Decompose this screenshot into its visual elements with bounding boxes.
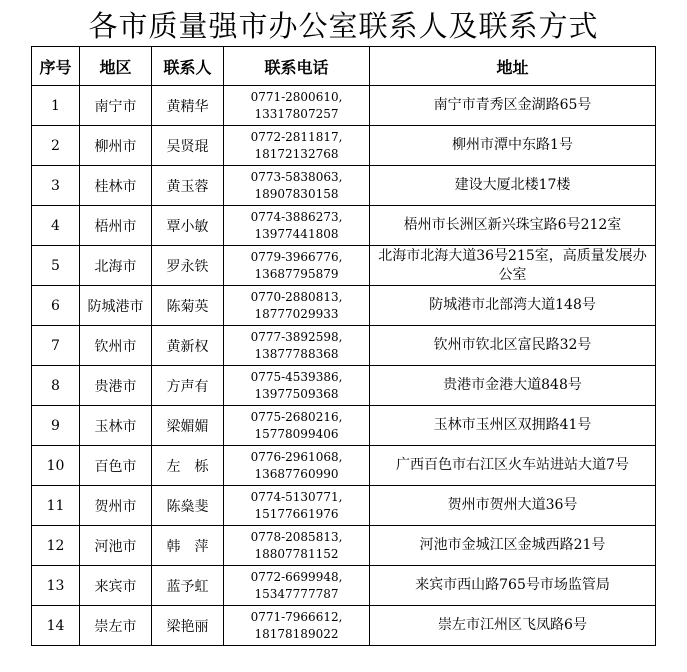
cell-phone	[224, 366, 370, 406]
header-no: 序号	[32, 47, 80, 86]
phone-landline: 0771-7966612,	[250, 609, 343, 624]
cell-no: 3	[32, 166, 80, 206]
phone-landline: 0775-2680216,	[250, 409, 343, 424]
cell-phone	[224, 126, 370, 166]
table-row	[32, 166, 656, 206]
table-row	[32, 326, 656, 366]
table-row	[32, 446, 656, 486]
cell-no: 6	[32, 286, 80, 326]
phone-mobile: 15347777787	[254, 586, 339, 601]
cell-contact: 黄精华	[152, 86, 224, 126]
phone-mobile: 18178189022	[254, 626, 339, 641]
cell-phone	[224, 526, 370, 566]
cell-address: 梧州市长洲区新兴珠宝路6号212室	[370, 206, 656, 246]
cell-contact: 梁艳丽	[152, 606, 224, 646]
cell-contact: 覃小敏	[152, 206, 224, 246]
cell-contact: 方声有	[152, 366, 224, 406]
phone-landline: 0775-4539386,	[250, 369, 343, 384]
cell-contact: 蓝予虹	[152, 566, 224, 606]
header-address: 地址	[370, 47, 656, 86]
cell-phone	[224, 486, 370, 526]
phone-mobile: 13687760990	[254, 466, 339, 481]
phone-mobile: 15177661976	[254, 506, 339, 521]
cell-address: 河池市金城江区金城西路21号	[370, 526, 656, 566]
cell-address: 玉林市玉州区双拥路41号	[370, 406, 656, 446]
phone-mobile: 13687795879	[254, 266, 339, 281]
cell-contact: 黄新权	[152, 326, 224, 366]
header-phone: 联系电话	[224, 47, 370, 86]
cell-contact: 左 栎	[152, 446, 224, 486]
cell-region: 贵港市	[80, 366, 152, 406]
cell-region: 南宁市	[80, 86, 152, 126]
phone-mobile: 18807781152	[254, 546, 339, 561]
cell-address: 建设大厦北楼17楼	[370, 166, 656, 206]
cell-no: 10	[32, 446, 80, 486]
cell-address: 贵港市金港大道848号	[370, 366, 656, 406]
phone-mobile: 18777029933	[254, 306, 339, 321]
cell-phone	[224, 86, 370, 126]
cell-no: 4	[32, 206, 80, 246]
table-row	[32, 86, 656, 126]
cell-no: 11	[32, 486, 80, 526]
cell-region: 百色市	[80, 446, 152, 486]
phone-landline: 0777-3892598,	[250, 329, 343, 344]
table-row	[32, 206, 656, 246]
phone-landline: 0778-2085813,	[250, 529, 343, 544]
table-row	[32, 406, 656, 446]
phone-landline: 0774-5130771,	[250, 489, 343, 504]
phone-landline: 0772-6699948,	[250, 569, 343, 584]
cell-contact: 黄玉蓉	[152, 166, 224, 206]
cell-region: 玉林市	[80, 406, 152, 446]
cell-address: 南宁市青秀区金湖路65号	[370, 86, 656, 126]
table-header-row	[32, 47, 656, 86]
table-row	[32, 486, 656, 526]
cell-no: 5	[32, 246, 80, 286]
phone-landline: 0770-2880813,	[250, 289, 343, 304]
cell-no: 14	[32, 606, 80, 646]
cell-no: 7	[32, 326, 80, 366]
table-row	[32, 566, 656, 606]
cell-address: 崇左市江州区飞凤路6号	[370, 606, 656, 646]
cell-no: 9	[32, 406, 80, 446]
phone-mobile: 18907830158	[254, 186, 339, 201]
cell-region: 来宾市	[80, 566, 152, 606]
cell-contact: 韩 萍	[152, 526, 224, 566]
table-row	[32, 246, 656, 286]
cell-region: 梧州市	[80, 206, 152, 246]
phone-landline: 0772-2811817,	[250, 129, 343, 144]
cell-no: 12	[32, 526, 80, 566]
cell-region: 河池市	[80, 526, 152, 566]
phone-mobile: 13877788368	[254, 346, 339, 361]
cell-phone	[224, 606, 370, 646]
phone-landline: 0779-3966776,	[250, 249, 343, 264]
cell-address: 北海市北海大道36号215室，高质量发展办公室	[370, 246, 656, 286]
table-row	[32, 286, 656, 326]
cell-address: 钦州市钦北区富民路32号	[370, 326, 656, 366]
cell-no: 8	[32, 366, 80, 406]
cell-phone	[224, 406, 370, 446]
cell-phone	[224, 566, 370, 606]
phone-mobile: 18172132768	[254, 146, 339, 161]
cell-contact: 罗永铁	[152, 246, 224, 286]
page-title: 各市质量强市办公室联系人及联系方式	[88, 9, 599, 43]
phone-mobile: 13317807257	[254, 106, 339, 121]
cell-no: 1	[32, 86, 80, 126]
header-region: 地区	[80, 47, 152, 86]
cell-region: 北海市	[80, 246, 152, 286]
cell-phone	[224, 326, 370, 366]
cell-phone	[224, 286, 370, 326]
cell-phone	[224, 206, 370, 246]
cell-address: 来宾市西山路765号市场监管局	[370, 566, 656, 606]
header-contact: 联系人	[152, 47, 224, 86]
cell-region: 贺州市	[80, 486, 152, 526]
table-row	[32, 366, 656, 406]
contact-table	[31, 46, 656, 646]
cell-region: 钦州市	[80, 326, 152, 366]
cell-phone	[224, 246, 370, 286]
cell-address: 防城港市北部湾大道148号	[370, 286, 656, 326]
phone-mobile: 15778099406	[254, 426, 339, 441]
cell-address: 广西百色市右江区火车站进站大道7号	[370, 446, 656, 486]
cell-contact: 陈燊斐	[152, 486, 224, 526]
cell-region: 柳州市	[80, 126, 152, 166]
cell-contact: 梁媚媚	[152, 406, 224, 446]
phone-landline: 0776-2961068,	[250, 449, 343, 464]
table-row	[32, 126, 656, 166]
cell-region: 崇左市	[80, 606, 152, 646]
cell-no: 13	[32, 566, 80, 606]
cell-region: 防城港市	[80, 286, 152, 326]
phone-landline: 0771-2800610,	[250, 89, 343, 104]
cell-no: 2	[32, 126, 80, 166]
cell-contact: 吴贤琨	[152, 126, 224, 166]
table-row	[32, 606, 656, 646]
cell-address: 柳州市潭中东路1号	[370, 126, 656, 166]
phone-landline: 0774-3886273,	[250, 209, 343, 224]
cell-phone	[224, 166, 370, 206]
cell-address: 贺州市贺州大道36号	[370, 486, 656, 526]
phone-mobile: 13977509368	[254, 386, 339, 401]
phone-landline: 0773-5838063,	[250, 169, 343, 184]
phone-mobile: 13977441808	[254, 226, 339, 241]
table-row	[32, 526, 656, 566]
cell-phone	[224, 446, 370, 486]
cell-contact: 陈菊英	[152, 286, 224, 326]
cell-region: 桂林市	[80, 166, 152, 206]
